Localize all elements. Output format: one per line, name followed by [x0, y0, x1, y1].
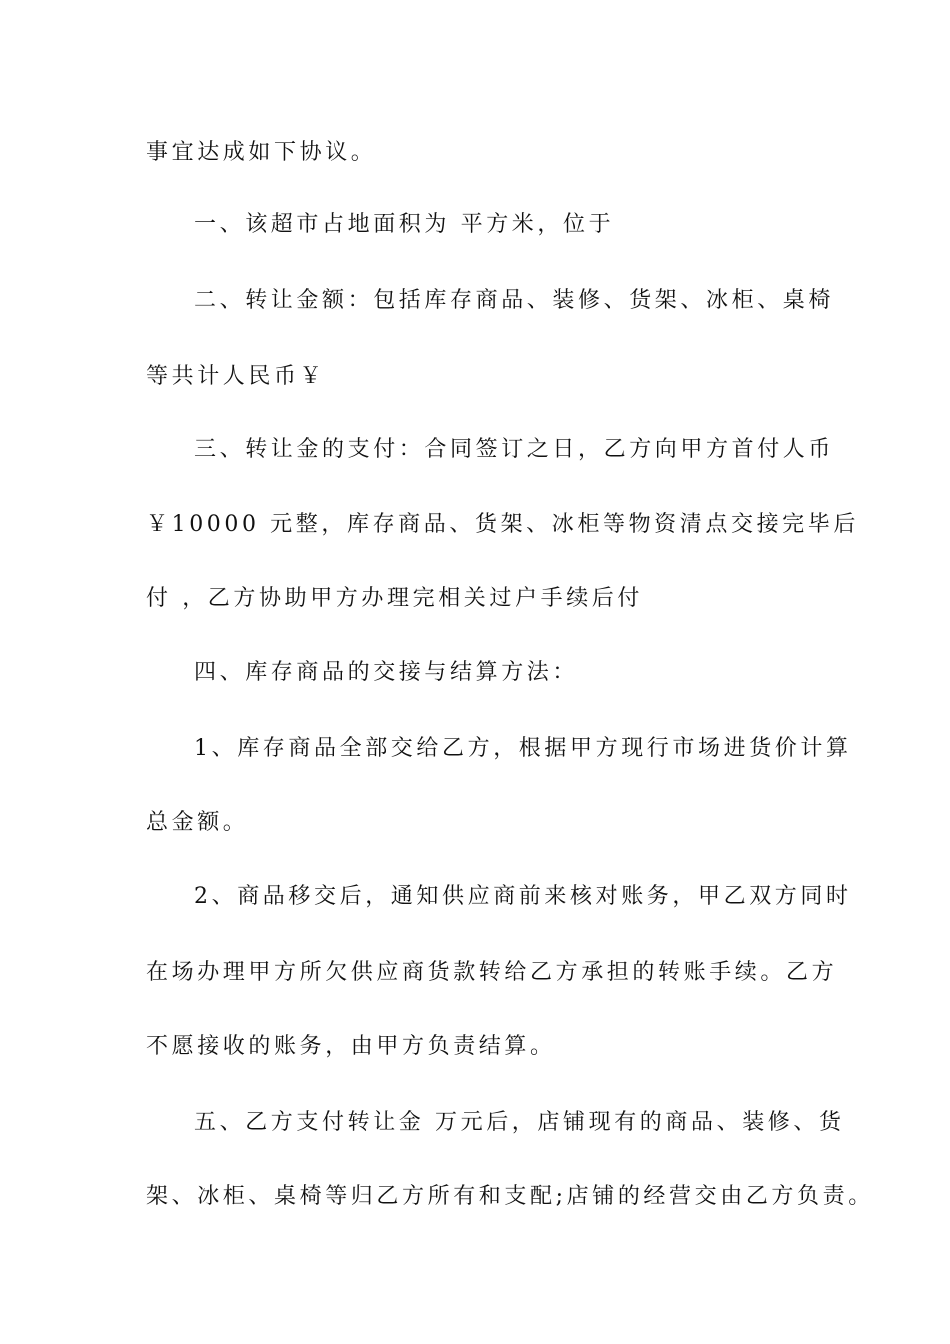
clause-4-item-2: 2、商品移交后，通知供应商前来核对账务，甲乙双方同时 [194, 884, 852, 909]
clause-4-item-2-continuation: 不愿接收的账务，由甲方负责结算。 [146, 1034, 556, 1059]
clause-4-item-1-continuation: 总金额。 [146, 810, 249, 835]
clause-3-line: 三、转让金的支付：合同签订之日，乙方向甲方首付人币 [194, 437, 835, 462]
clause-4-heading: 四、库存商品的交接与结算方法： [194, 660, 579, 685]
clause-5-line: 五、乙方支付转让金 万元后，店铺现有的商品、装修、货 [194, 1110, 845, 1135]
clause-3-continuation: ￥10000 元整，库存商品、货架、冰柜等物资清点交接完毕后 [146, 512, 859, 537]
clause-3-continuation: 付 ，乙方协助甲方办理完相关过户手续后付 [146, 586, 643, 611]
clause-4-item-1: 1、库存商品全部交给乙方，根据甲方现行市场进货价计算 [194, 736, 852, 761]
clause-4-item-2-continuation: 在场办理甲方所欠供应商货款转给乙方承担的转账手续。乙方 [146, 960, 838, 985]
paragraph-line: 事宜达成如下协议。 [146, 140, 377, 165]
clause-1-line: 一、该超市占地面积为 平方米，位于 [194, 212, 615, 237]
clause-2-continuation: 等共计人民币￥ [146, 364, 326, 389]
clause-2-line: 二、转让金额：包括库存商品、装修、货架、冰柜、桌椅 [194, 288, 835, 313]
clause-5-continuation: 架、冰柜、桌椅等归乙方所有和支配;店铺的经营交由乙方负责。 [146, 1184, 874, 1209]
